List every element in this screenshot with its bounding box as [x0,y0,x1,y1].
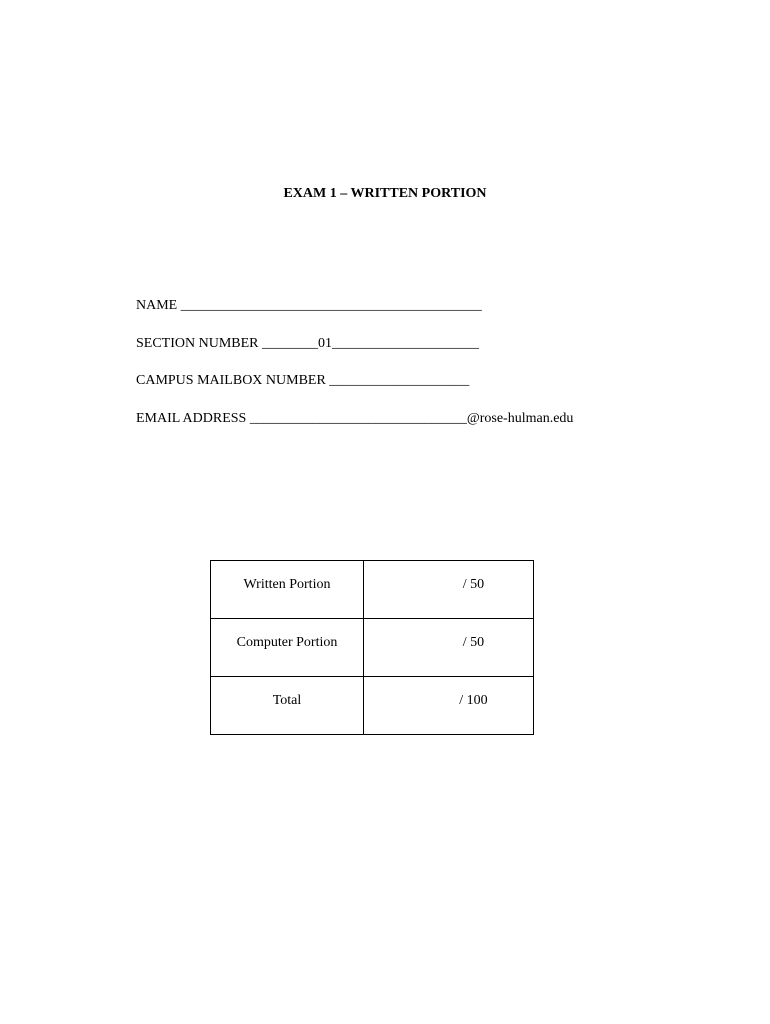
table-row [211,619,534,677]
row-label: Total [272,693,302,708]
total-score-cell [364,677,534,735]
campus-mailbox-field: CAMPUS MAILBOX NUMBER ____________________ [136,373,470,388]
table-row [211,677,534,735]
score-table [210,560,534,735]
exam-title: EXAM 1 – WRITTEN PORTION [283,186,487,201]
written-portion-label-cell [211,561,364,619]
total-label-cell [211,677,364,735]
row-score: / 100 [459,693,488,708]
email-address-field: EMAIL ADDRESS _______________________________@rose-hulman.edu [136,411,574,426]
name-field: NAME ___________________________________________ [136,298,482,313]
computer-portion-label-cell [211,619,364,677]
written-portion-score-cell [364,561,534,619]
computer-portion-score-cell [364,619,534,677]
row-score: / 50 [462,635,485,650]
row-score: / 50 [462,577,485,592]
table-row [211,561,534,619]
row-label: Computer Portion [236,635,338,650]
section-number-field: SECTION NUMBER ________01_____________________ [136,336,480,351]
row-label: Written Portion [243,577,331,592]
